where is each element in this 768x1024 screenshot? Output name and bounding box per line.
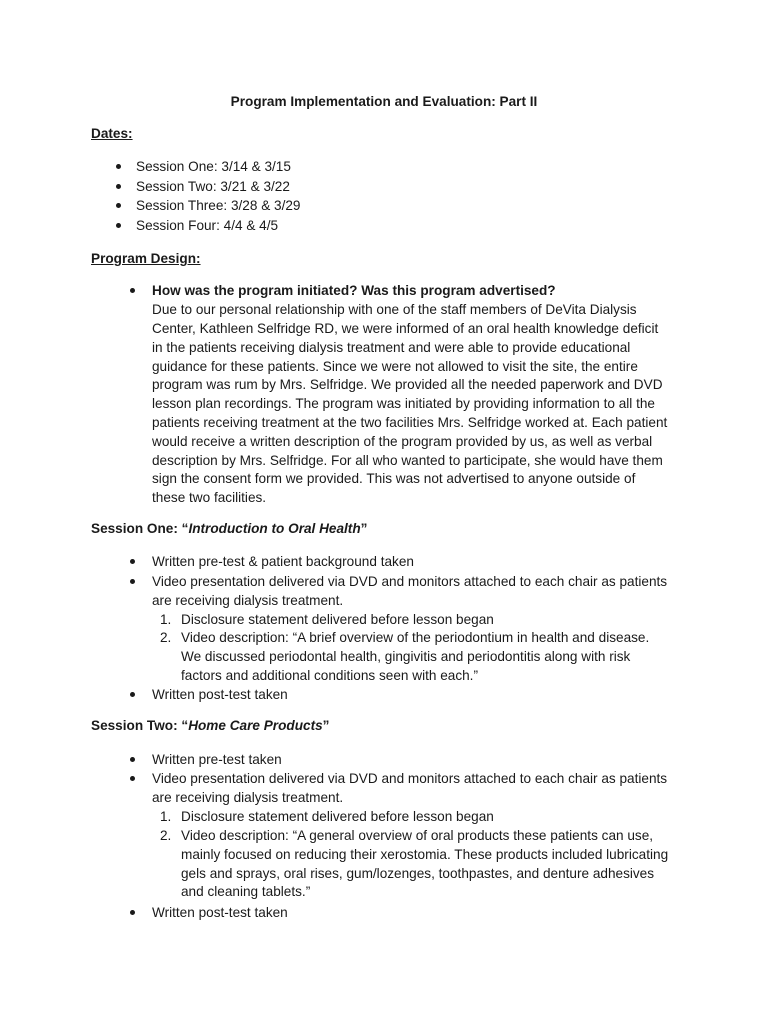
session-one-subitem: Disclosure statement delivered before lesson began <box>181 612 494 627</box>
bullet-icon <box>130 692 135 697</box>
bullet-icon <box>130 757 135 762</box>
design-paragraph-line: these two facilities. <box>152 490 267 505</box>
session-one-item-cont: are receiving dialysis treatment. <box>152 593 344 608</box>
design-paragraph-line: would receive a written description of the program provided by us, as well as verbal <box>152 434 653 449</box>
session-two-subitem: Video description: “A general overview of oral products these patients can use, <box>181 828 654 843</box>
list-number: 1. <box>160 612 172 627</box>
session-two-item: Written pre-test taken <box>152 752 282 767</box>
session-two-subitem: Disclosure statement delivered before lesson began <box>181 809 494 824</box>
bullet-icon <box>116 223 121 228</box>
session-one-heading: Session One: “Introduction to Oral Health” <box>91 521 368 536</box>
session-two-item-cont: are receiving dialysis treatment. <box>152 790 344 805</box>
design-paragraph-line: in the patients receiving dialysis treatment and were able to provide educational <box>152 340 631 355</box>
session-one-subitem: Video description: “A brief overview of the periodontium in health and disease. <box>181 630 650 645</box>
session-one-item: Written post-test taken <box>152 687 288 702</box>
bullet-icon <box>130 910 135 915</box>
design-paragraph-line: patients receiving treatment at the two facilities Mrs. Selfridge worked at. Each patient <box>152 415 668 430</box>
bullet-icon <box>116 164 121 169</box>
bullet-icon <box>130 776 135 781</box>
session-two-heading: Session Two: “Home Care Products” <box>91 718 330 733</box>
session-one-title: Introduction to Oral Health <box>188 521 361 536</box>
session-one-subitem-cont: We discussed periodontal health, gingivitis and periodontitis along with risk <box>181 649 631 664</box>
list-number: 1. <box>160 809 172 824</box>
date-item: Session Four: 4/4 & 4/5 <box>136 218 279 233</box>
session-two-item: Video presentation delivered via DVD and monitors attached to each chair as patients <box>152 771 668 786</box>
bullet-icon <box>116 203 121 208</box>
page-title: Program Implementation and Evaluation: Part II <box>230 94 538 109</box>
date-item: Session Three: 3/28 & 3/29 <box>136 198 301 213</box>
bullet-icon <box>130 579 135 584</box>
session-two-subitem-cont: and cleaning tablets.” <box>181 884 311 899</box>
bullet-icon <box>130 559 135 564</box>
session-one-subitem-cont: factors and additional conditions seen with each.” <box>181 668 478 683</box>
bullet-icon <box>116 184 121 189</box>
design-paragraph-line: Due to our personal relationship with one of the staff members of DeVita Dialysis <box>152 302 637 317</box>
design-paragraph-line: Center, Kathleen Selfridge RD, we were informed of an oral health knowledge deficit <box>152 321 659 336</box>
program-design-heading: Program Design: <box>91 251 201 266</box>
design-paragraph-line: description by Mrs. Selfridge. For all who wanted to participate, she would have them <box>152 453 663 468</box>
bullet-icon <box>130 288 135 293</box>
list-number: 2. <box>160 828 172 843</box>
design-paragraph-line: sign the consent form we provided. This was not advertised to anyone outside of <box>152 471 636 486</box>
design-paragraph-line: guidance for these patients. Since we were not allowed to visit the site, the entire <box>152 359 638 374</box>
dates-heading: Dates: <box>91 126 133 141</box>
date-item: Session One: 3/14 & 3/15 <box>136 159 291 174</box>
session-two-item: Written post-test taken <box>152 905 288 920</box>
date-item: Session Two: 3/21 & 3/22 <box>136 179 290 194</box>
design-paragraph-line: lesson plan recordings. The program was initiated by providing information to all the <box>152 396 655 411</box>
session-one-item: Video presentation delivered via DVD and monitors attached to each chair as patients <box>152 574 668 589</box>
session-two-subitem-cont: mainly focused on reducing their xerostomia. These products included lubricating <box>181 847 669 862</box>
session-two-subitem-cont: gels and sprays, oral rises, gum/lozenges, toothpastes, and denture adhesives <box>181 866 655 881</box>
list-number: 2. <box>160 630 172 645</box>
session-one-item: Written pre-test & patient background taken <box>152 554 414 569</box>
design-paragraph-line: program was rum by Mrs. Selfridge. We provided all the needed paperwork and DVD <box>152 377 663 392</box>
session-two-title: Home Care Products <box>188 718 323 733</box>
design-question: How was the program initiated? Was this program advertised? <box>152 283 556 298</box>
